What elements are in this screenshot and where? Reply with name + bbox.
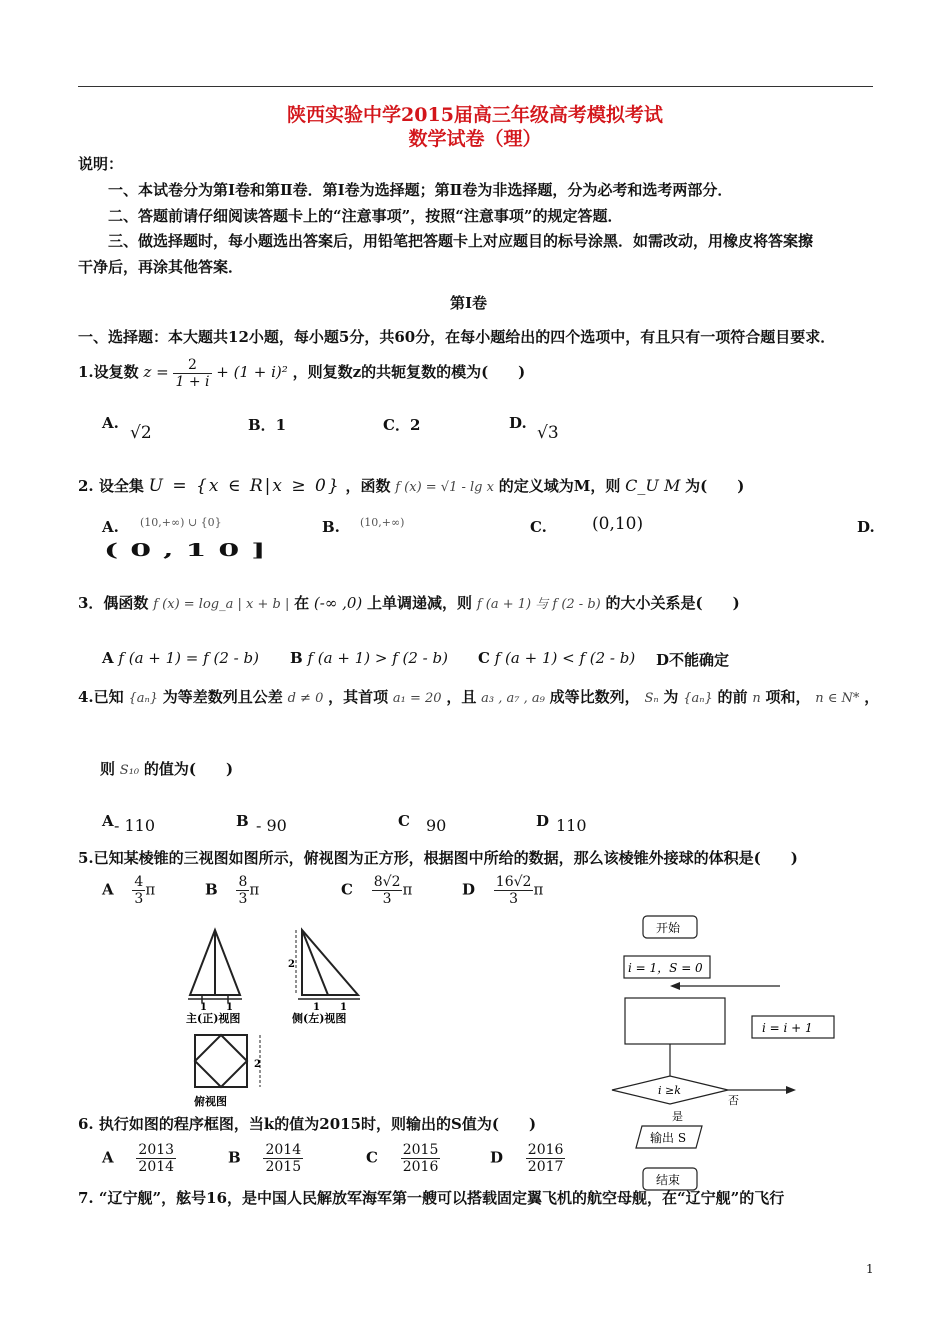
- q5-a-pi: π: [145, 880, 156, 899]
- q4-option-a-value: - 110: [114, 816, 156, 835]
- q6-d-num: 2016: [527, 1142, 564, 1158]
- q4-option-d-label: D: [536, 812, 550, 830]
- q6-d-den: 2017: [527, 1159, 564, 1175]
- q3-mid2: 上单调递减，则: [367, 594, 473, 612]
- q3-option-b: [290, 649, 448, 667]
- q6-option-a-frac: [136, 1142, 176, 1175]
- q5-c-pi: π: [402, 880, 413, 899]
- front-dim-1: 1: [200, 1002, 207, 1013]
- q3-option-d: D不能确定: [656, 651, 730, 669]
- q4-text-9: ，: [864, 688, 880, 706]
- top-dim-2: 2: [254, 1059, 261, 1070]
- q4-option-c-label: C: [398, 812, 410, 830]
- q1-option-d-label: D.: [509, 414, 527, 432]
- q4-line2-suffix: 的值为( ): [143, 760, 234, 778]
- q2-mid: ，函数: [345, 477, 391, 495]
- q5-d-num: 16√2: [495, 874, 532, 890]
- q2-set-expr: U = {x ∈ R|x ≥ 0}: [148, 476, 341, 496]
- q4-text-1: 4.已知: [78, 688, 124, 706]
- q3-option-b-value: f (a + 1) > f (2 - b): [307, 649, 448, 667]
- q4-n-cond: n ∈ N*: [815, 691, 860, 706]
- q4-option-b-label: B: [236, 812, 249, 830]
- q5-option-b-frac: [236, 874, 249, 907]
- flow-yes-label: 是: [672, 1110, 683, 1123]
- q3-option-b-label: B: [290, 649, 303, 667]
- q2-option-c-label: C.: [530, 518, 547, 536]
- q5-c-den: 3: [382, 891, 392, 907]
- q2-prefix: 2. 设全集: [78, 477, 144, 495]
- q3-mid: 在: [294, 594, 310, 612]
- q4-option-c-value: 90: [426, 816, 447, 835]
- q6-a-den: 2014: [138, 1159, 175, 1175]
- q5-b-num: 8: [238, 874, 248, 890]
- q4-terms: a₃ , a₇ , a₉: [481, 691, 545, 706]
- q5-option-b-label: B: [205, 880, 218, 899]
- exam-title: 陕西实验中学2015届高三年级高考模拟考试: [287, 104, 663, 126]
- front-view-label: 主(正)视图: [186, 1012, 241, 1025]
- q5-option-a-frac: [132, 874, 145, 907]
- q5-option-c-frac: [372, 874, 403, 907]
- q4-text-7: 的前: [717, 688, 748, 706]
- q5-option-a-label: A: [102, 880, 114, 899]
- side-view-label: 侧(左)视图: [292, 1012, 347, 1025]
- q4-option-a-label: A: [102, 812, 114, 830]
- q6-c-den: 2016: [402, 1159, 439, 1175]
- q1-frac-num: 2: [173, 357, 211, 374]
- instruction-line-4: 干净后，再涂其他答案．: [78, 258, 244, 276]
- q3-option-a-value: f (a + 1) = f (2 - b): [118, 649, 259, 667]
- flow-start-label: 开始: [656, 921, 681, 935]
- flow-output-label: 输出 S: [650, 1131, 687, 1145]
- front-view: [188, 930, 242, 1003]
- q6-c-num: 2015: [402, 1142, 439, 1158]
- flow-process-box: [625, 998, 725, 1044]
- q2-suffix: 为( ): [685, 477, 745, 495]
- question-4: [78, 686, 879, 710]
- q2-option-a-label: A.: [102, 518, 119, 536]
- q6-b-num: 2014: [265, 1142, 302, 1158]
- q3-suffix: 的大小关系是( ): [605, 594, 740, 612]
- q2-mid2: 的定义域为M，则: [498, 477, 621, 495]
- q5-d-pi: π: [533, 880, 544, 899]
- q5-a-den: 3: [134, 891, 144, 907]
- q3-option-a: [102, 649, 259, 667]
- q2-option-c-value: (0,10): [592, 514, 644, 534]
- instruction-line-3: 三、做选择题时，每小题选出答案后，用铅笔把答题卡上对应题目的标号涂黑．如需改动，用橡皮将答案擦: [108, 232, 814, 250]
- q2-option-d-label: D.: [857, 518, 875, 536]
- q6-option-b-label: B: [228, 1148, 241, 1167]
- q1-option-b-label: B．1: [248, 416, 287, 434]
- q6-option-a-label: A: [102, 1148, 114, 1167]
- flowchart: [600, 910, 850, 1200]
- q5-b-den: 3: [238, 891, 248, 907]
- flow-increment-label: i = i + 1: [762, 1021, 813, 1035]
- q1-tail-expr: + (1 + i)²: [216, 363, 288, 381]
- top-view-label: 俯视图: [194, 1095, 227, 1108]
- section-intro: 一、选择题：本大题共12小题，每小题5分，共60分，在每小题给出的四个选项中，有且只有一项符合题目要求．: [78, 328, 836, 346]
- q1-prefix: 1.设复数: [78, 363, 139, 381]
- q1-fraction: [173, 357, 211, 390]
- side-view: [296, 930, 360, 999]
- q4-a1: a₁ = 20: [392, 691, 442, 706]
- q6-option-d-frac: [526, 1142, 566, 1175]
- q4-option-d-value: 110: [556, 816, 587, 835]
- q4-sn: Sₙ: [644, 691, 659, 706]
- q4-text-3: ，其首项: [328, 688, 389, 706]
- q4-d-cond: d ≠ 0: [287, 691, 324, 706]
- q6-option-a: [102, 1142, 176, 1175]
- q5-option-d: [462, 874, 543, 907]
- q3-interval: (-∞ ,0): [313, 594, 363, 612]
- q4-text-4: ，且: [446, 688, 477, 706]
- q6-option-b-frac: [263, 1142, 303, 1175]
- q2-option-b-value: (10,+∞): [360, 516, 405, 529]
- instruction-line-2: 二、答题前请仔细阅读答题卡上的“注意事项”，按照“注意事项”的规定答题．: [108, 207, 623, 225]
- front-dim-1b: 1: [226, 1002, 233, 1013]
- q4-line-2: [100, 758, 233, 782]
- q6-option-d-label: D: [490, 1148, 504, 1167]
- q5-option-c-label: C: [341, 880, 353, 899]
- q3-compare-expr: f (a + 1) 与 f (2 - b): [476, 597, 601, 612]
- q1-z-eq: z =: [143, 363, 169, 381]
- q6-option-d: [490, 1142, 565, 1175]
- q3-option-c-label: C: [478, 649, 490, 667]
- q2-func-expr: f (x) = √1 - lg x: [395, 480, 494, 495]
- q4-s10: S₁₀: [119, 763, 140, 778]
- q4-seq: {aₙ}: [128, 691, 159, 706]
- question-5: 5.已知某棱锥的三视图如图所示，俯视图为正方形，根据图中所给的数据，那么该棱锥外接球的体积是( ): [78, 849, 798, 867]
- q5-option-a: [102, 874, 155, 907]
- q3-option-c: [478, 649, 635, 667]
- q1-option-a-value: √2: [130, 423, 152, 443]
- page-number: 1: [866, 1262, 874, 1276]
- q4-text-8: 项和，: [765, 688, 811, 706]
- q3-func-expr: f (x) = log_a | x + b |: [153, 597, 290, 612]
- q4-text-2: 为等差数列且公差: [162, 688, 283, 706]
- flow-init-label: i = 1，S = 0: [628, 961, 703, 975]
- question-7: 7. “辽宁舰”，舷号16，是中国人民解放军海军第一艘可以搭载固定翼飞机的航空母舰，在“辽宁舰”的飞行: [78, 1189, 785, 1207]
- q4-text-6: 为: [663, 688, 679, 706]
- exam-subtitle: 数学试卷（理）: [408, 128, 542, 150]
- question-3: [78, 592, 740, 616]
- q4-text-5: 成等比数列，: [549, 688, 640, 706]
- q5-a-num: 4: [134, 874, 144, 890]
- q5-d-den: 3: [509, 891, 519, 907]
- q4-line2-prefix: 则: [100, 760, 116, 778]
- q2-option-a-value: (10,+∞) ∪ {0}: [140, 516, 222, 529]
- q3-option-a-label: A: [102, 649, 114, 667]
- q2-complement-expr: C_U M: [625, 476, 681, 495]
- q5-b-pi: π: [249, 880, 260, 899]
- flow-no-arrow: [786, 1086, 796, 1094]
- q3-prefix: 3．偶函数: [78, 594, 149, 612]
- three-view-figure: [180, 925, 380, 1115]
- top-view: [195, 1035, 260, 1087]
- flow-condition-label: i ≥k: [658, 1084, 681, 1097]
- q1-option-a-label: A.: [102, 414, 119, 432]
- q2-option-b-label: B.: [322, 518, 340, 536]
- q5-option-c: [341, 874, 412, 907]
- q6-option-b: [228, 1142, 303, 1175]
- q1-option-c-label: C．2: [383, 416, 421, 434]
- question-6: 6. 执行如图的程序框图，当k的值为2015时，则输出的S值为( ): [78, 1115, 537, 1133]
- side-dim-1b: 1: [340, 1002, 347, 1013]
- instructions-label: 说明：: [78, 155, 124, 173]
- q4-seq-2: {aₙ}: [683, 691, 713, 706]
- q5-option-d-label: D: [462, 880, 476, 899]
- q4-n: n: [752, 691, 761, 706]
- q1-frac-den: 1 + i: [175, 373, 210, 390]
- q1-suffix: ，则复数z的共轭复数的模为( ): [292, 363, 526, 381]
- q6-b-den: 2015: [265, 1159, 302, 1175]
- side-dim-1: 1: [313, 1002, 320, 1013]
- flow-loop-arrow: [670, 982, 680, 990]
- question-2: [78, 475, 744, 499]
- flow-no-label: 否: [728, 1094, 739, 1107]
- side-dim-2: 2: [288, 959, 295, 970]
- q1-option-d-value: √3: [537, 423, 559, 443]
- q5-option-b: [205, 874, 259, 907]
- q6-option-c: [366, 1142, 440, 1175]
- q5-option-d-frac: [494, 874, 534, 907]
- flow-end-label: 结束: [656, 1173, 681, 1187]
- q4-option-b-value: - 90: [256, 816, 287, 835]
- q3-option-c-value: f (a + 1) < f (2 - b): [494, 649, 636, 667]
- q6-option-c-frac: [401, 1142, 441, 1175]
- q2-option-d-value: (0,10]: [104, 540, 278, 561]
- question-1: [78, 352, 525, 392]
- top-rule: [78, 86, 873, 87]
- q6-option-c-label: C: [366, 1148, 378, 1167]
- q5-c-num: 8√2: [373, 874, 401, 890]
- q6-a-num: 2013: [138, 1142, 175, 1158]
- instruction-line-1: 一、本试卷分为第Ⅰ卷和第Ⅱ卷．第Ⅰ卷为选择题；第Ⅱ卷为非选择题，分为必考和选考两部分．: [108, 181, 733, 199]
- section-title: 第Ⅰ卷: [450, 294, 488, 312]
